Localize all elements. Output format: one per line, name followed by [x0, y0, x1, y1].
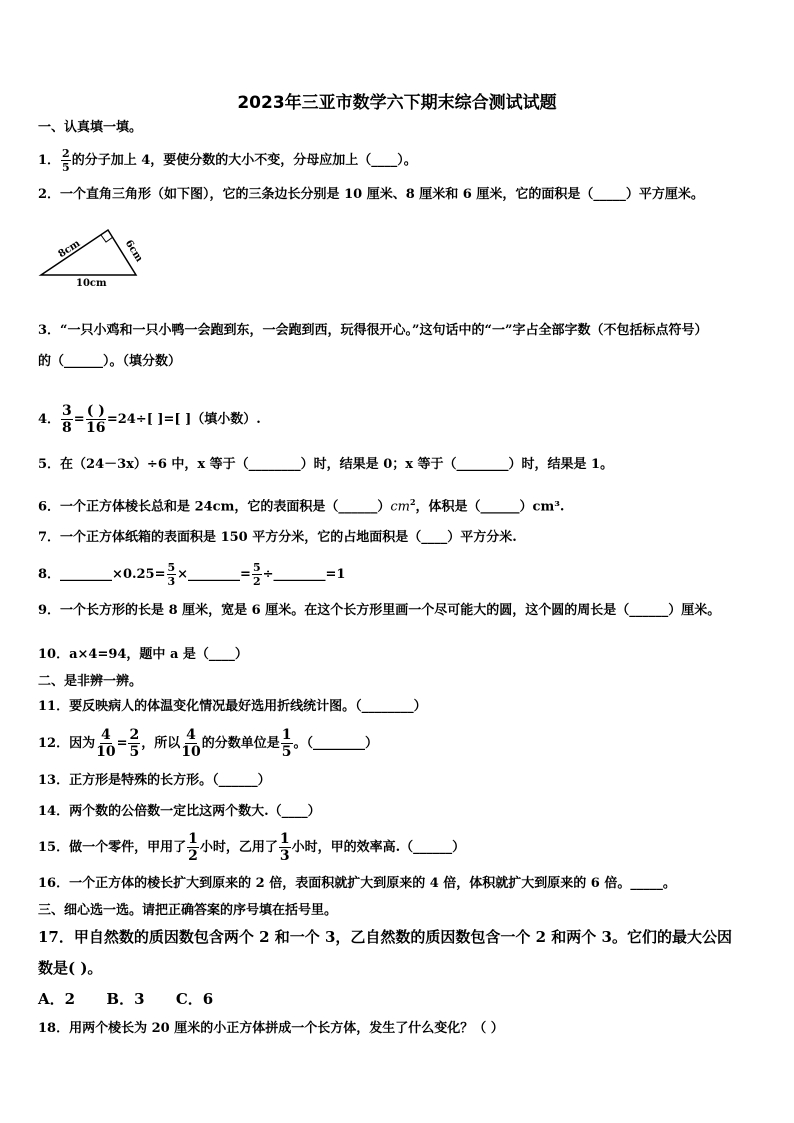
question-3-line2: 的（______）。（填分数） — [38, 354, 182, 369]
fraction: $\frac{1}{2}$ — [188, 831, 198, 864]
fraction: $\frac{4}{10}$ — [181, 727, 201, 760]
question-13: 13．正方形是特殊的长方形。（______） — [38, 773, 271, 788]
section-heading-3: 三、细心选一选。请把正确答案的序号填在括号里。 — [38, 903, 338, 918]
question-18: 18．用两个棱长为 20 厘米的小正方体拼成一个长方体，发生了什么变化？（ ） — [38, 1021, 504, 1036]
question-3-line1: 3．“一只小鸡和一只小鸭一会跑到东，一会跑到西，玩得很开心。”这句话中的“一”字占全部字数（不包括标点符号） — [38, 323, 708, 338]
fraction: $\frac{5}{2}$ — [252, 561, 261, 588]
question-7: 7．一个正方体纸箱的表面积是 150 平方分米，它的占地面积是（____）平方分米. — [38, 530, 517, 545]
question-2: 2．一个直角三角形（如下图），它的三条边长分别是 10 厘米、8 厘米和 6 厘米，它的面积是（_____）平方厘米。 — [38, 187, 704, 202]
side-label-6cm: 6cm — [122, 238, 145, 265]
question-17-line2: 数是( )。 — [38, 959, 103, 977]
question-1: 1． $\frac{2}{5}$ 的分子加上 4，要使分数的大小不变，分母应加上（____）。 — [38, 147, 417, 174]
question-11: 11．要反映病人的体温变化情况最好选用折线统计图。（________） — [38, 699, 427, 714]
page-title: 2023年三亚市数学六下期末综合测试试题 — [237, 93, 557, 113]
question-5: 5．在（24－3x）÷6 中，x 等于（________）时，结果是 0；x 等于（________）时，结果是 1。 — [38, 457, 614, 472]
side-label-8cm: 8cm — [56, 238, 83, 261]
fraction: $\frac{2}{5}$ — [62, 147, 70, 174]
question-6: 6．一个正方体棱长总和是 24cm，它的表面积是$(\_\_\_\_\_\_)cm^2$，体积是（______）cm³. — [38, 497, 565, 515]
question-15: 15．做一个零件，甲用了 $\frac{1}{2}$ 小时，乙用了 $\frac{1}{3}$ 小时，甲的效率高.（______） — [38, 831, 466, 864]
question-12: 12．因为 $\frac{4}{10}$ = $\frac{2}{5}$ ，所以 $\frac{4}{10}$ 的分数单位是 $\frac{1}{5}$ 。（________） — [38, 727, 379, 760]
question-17-line1: 17．甲自然数的质因数包含两个 2 和一个 3，乙自然数的质因数包含一个 2 和两个 3。它们的最大公因 — [38, 928, 732, 946]
fraction: $\frac{4}{10}$ — [96, 727, 116, 760]
fraction: $\frac{1}{3}$ — [279, 831, 290, 864]
question-14: 14．两个数的公倍数一定比这两个数大.（____） — [38, 804, 321, 819]
fraction: $\frac{( )}{16}$ — [86, 403, 106, 436]
section-heading-2: 二、是非辨一辨。 — [38, 674, 143, 689]
question-9: 9．一个长方形的长是 8 厘米，宽是 6 厘米。在这个长方形里画一个尽可能大的圆，这个圆的周长是（______）厘米。 — [38, 603, 721, 618]
fraction: $\frac{3}{8}$ — [62, 403, 72, 436]
question-10: 10．a×4=94，题中 a 是（____） — [38, 647, 248, 662]
section-heading-1: 一、认真填一填。 — [38, 120, 143, 135]
fraction: $\frac{5}{3}$ — [167, 561, 176, 588]
question-16: 16．一个正方体的棱长扩大到原来的 2 倍，表面积就扩大到原来的 4 倍，体积就扩大到原来的 6 倍。_____。 — [38, 876, 676, 891]
right-triangle-figure — [36, 224, 146, 290]
fraction: $\frac{2}{5}$ — [129, 727, 140, 760]
fraction: $\frac{1}{5}$ — [281, 727, 292, 760]
question-17-options: A．2 B．3 C．6 — [38, 990, 214, 1008]
question-4: 4． $\frac{3}{8}$ = $\frac{( )}{16}$ =24÷[ ]=[ ]（填小数）. — [38, 403, 261, 436]
side-label-10cm: 10cm — [76, 278, 107, 289]
question-8: 8．________×0.25= $\frac{5}{3}$ ×________= $\frac{5}{2}$ ÷________=1 — [38, 561, 346, 588]
